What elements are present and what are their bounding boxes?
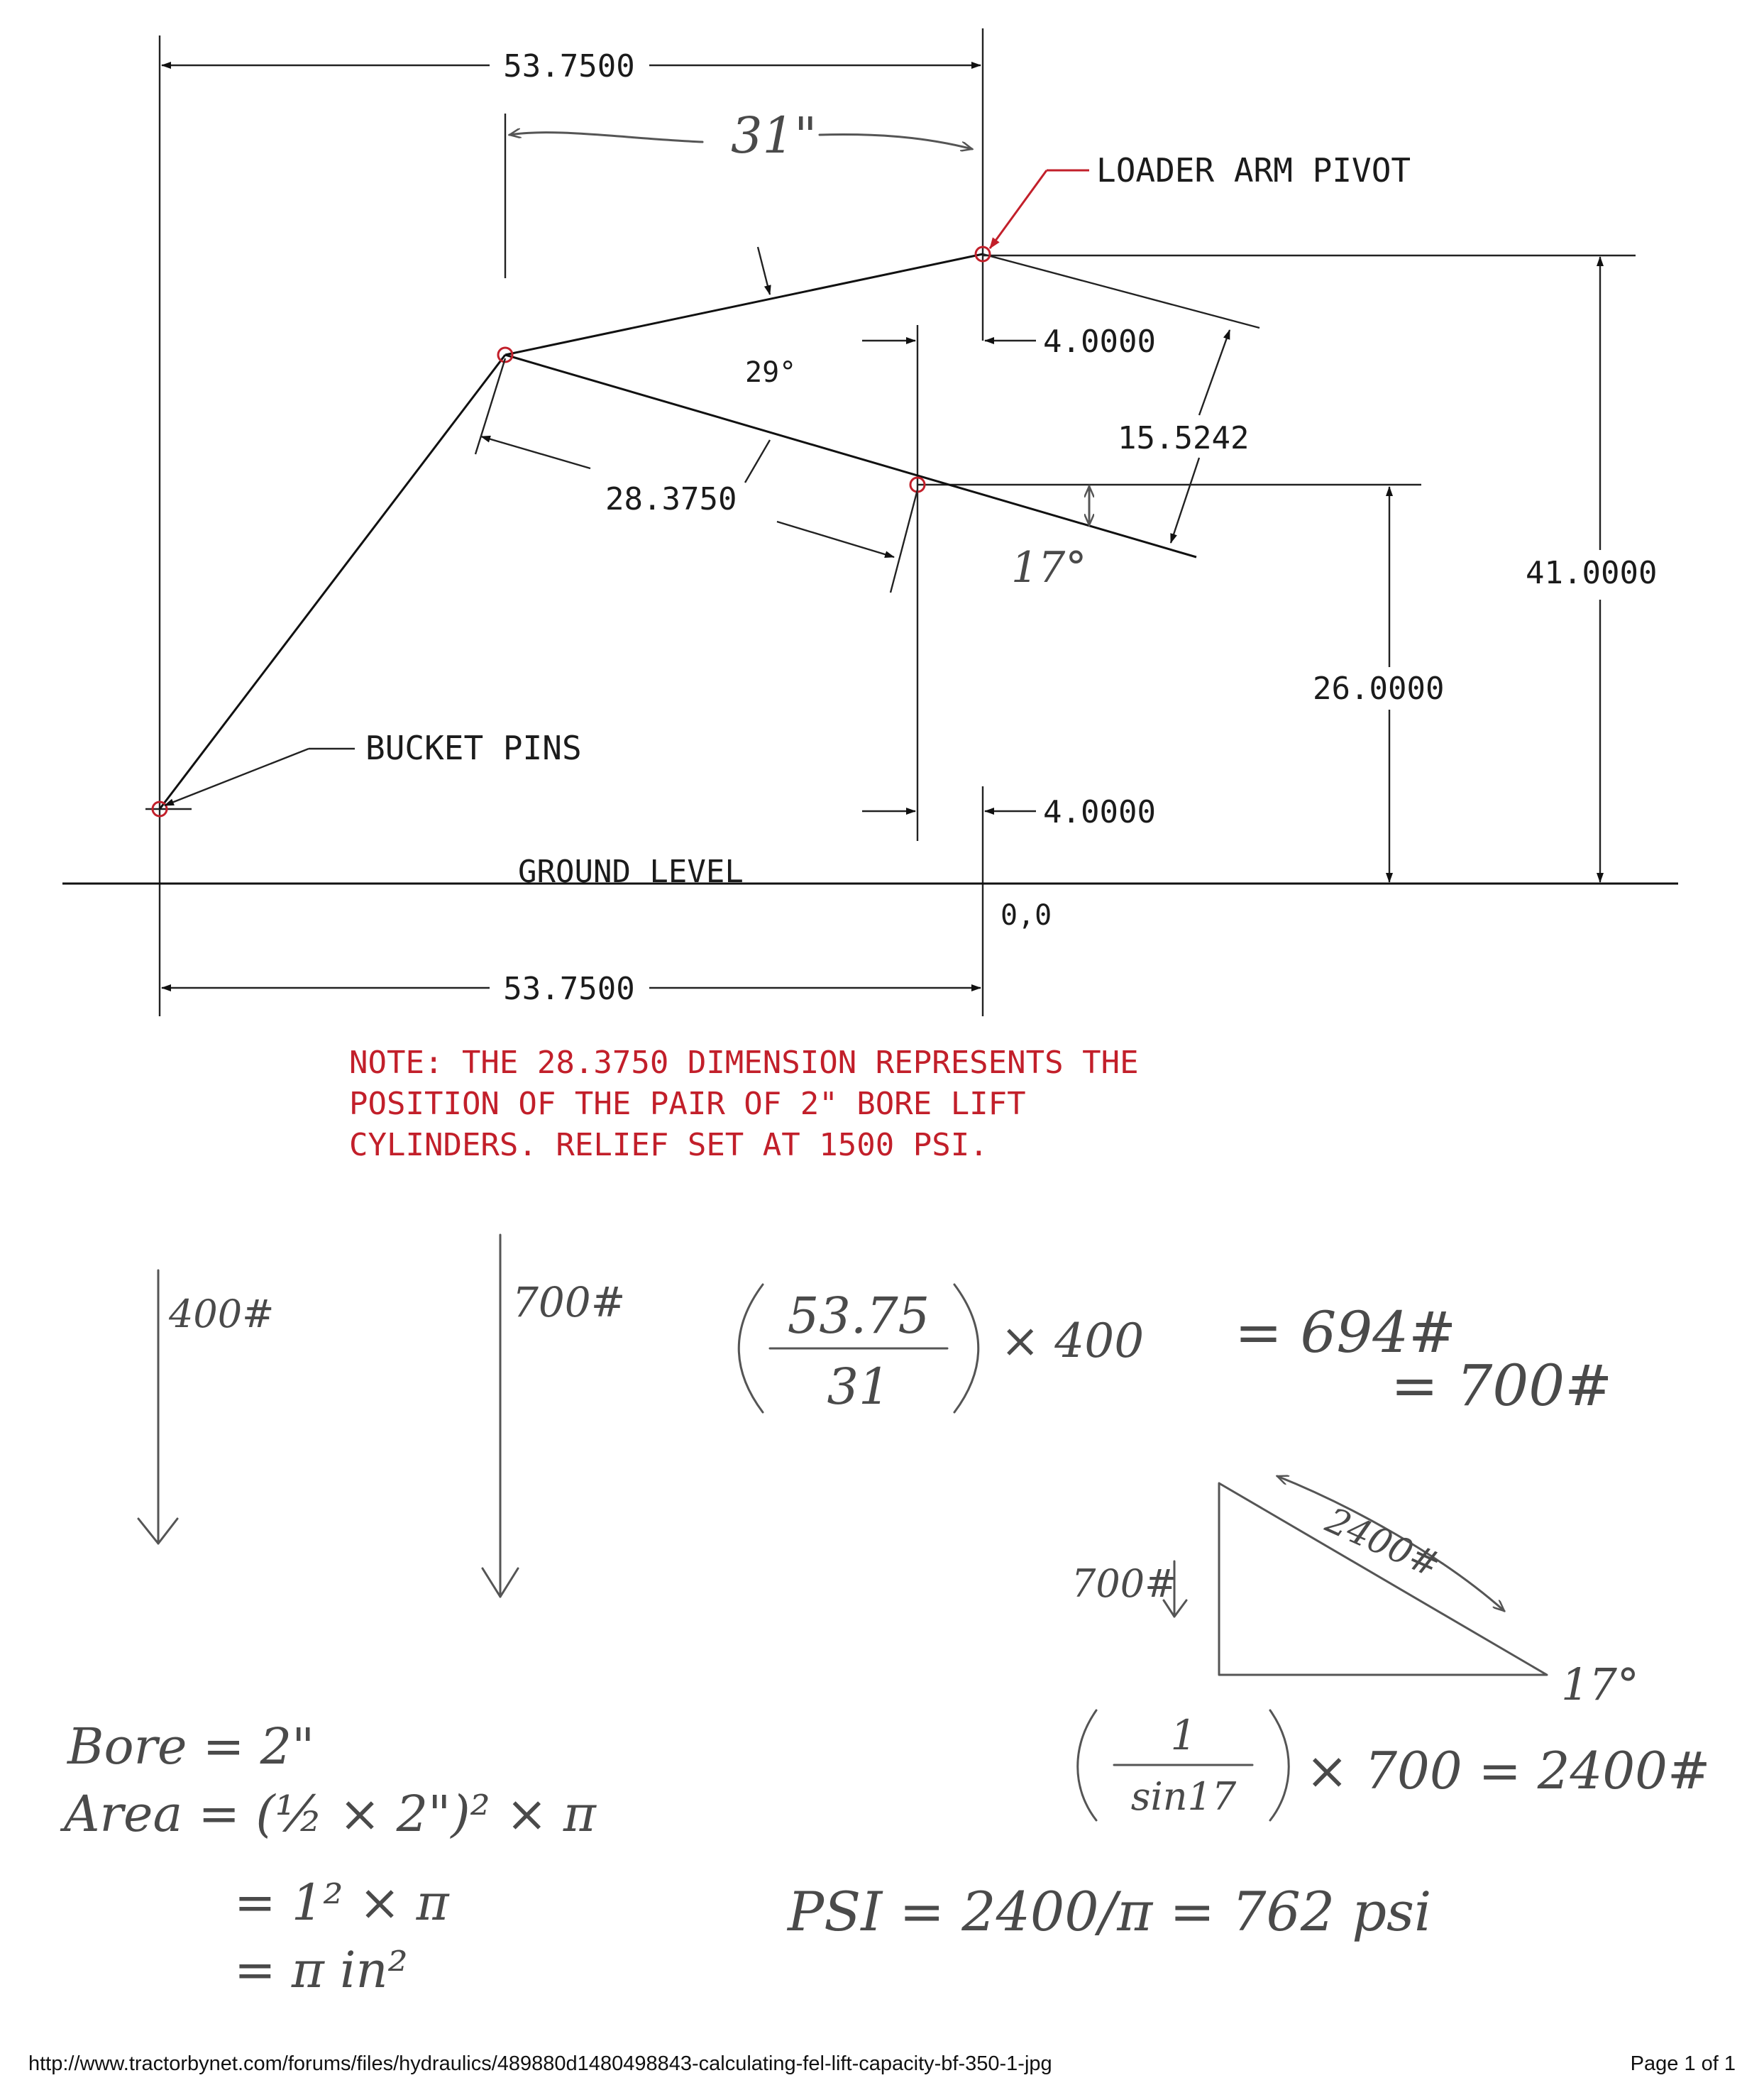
triangle-angle-label: 17° [1561,1659,1639,1710]
area-step-2: = 1² × π [234,1874,449,1932]
triangle-hyp-label: 2400# [1320,1499,1447,1586]
cylinder-dim-label: 28.3750 [605,481,737,517]
ratio-denominator: 31 [827,1358,891,1416]
force-700-label: 700# [512,1278,626,1326]
loader-arm-upper [505,254,983,355]
note-line-1: NOTE: THE 28.3750 DIMENSION REPRESENTS THE [349,1045,1139,1081]
cylinder-dim-arrow-left [481,436,590,468]
sin-left-paren [1078,1710,1096,1820]
pivot-leader-arrow [990,170,1047,248]
handwritten-31-label: 31" [731,106,817,165]
height-mid-dim-label: 26.0000 [1313,671,1445,707]
pivot-label: LOADER ARM PIVOT [1096,151,1411,189]
sin-result: × 700 = 2400# [1306,1741,1711,1800]
ratio-left-paren [739,1285,763,1412]
note-line-2: POSITION OF THE PAIR OF 2" BORE LIFT [349,1086,1026,1122]
pivot-lower-line [983,254,1259,328]
cylinder-dim-leader [745,440,770,483]
triangle-load-label: 700# [1071,1561,1177,1606]
handwritten-angle-17: 17° [1011,543,1087,593]
sin-numerator: 1 [1170,1711,1197,1759]
sin-right-paren [1270,1710,1289,1820]
upper-offset-dim-label: 4.0000 [1043,324,1156,360]
footer-page-number: Page 1 of 1 [1630,2052,1736,2075]
ground-label: GROUND LEVEL [518,854,744,890]
page-footer [0,2042,1764,2085]
bucket-leader-diagonal [165,749,309,805]
angle-29-label: 29° [745,356,797,389]
footer-url[interactable]: http://www.tractorbynet.com/forums/files/hydraulics/489880d1480498843-calculating-fel-lift-capacity-bf-350-1-jpg [28,2052,1052,2075]
arm-segment-dim-label: 15.5242 [1118,420,1250,456]
note-line-3: CYLINDERS. RELIEF SET AT 1500 PSI. [349,1127,988,1163]
psi-text: PSI = 2400/π = 762 psi [788,1880,1432,1943]
cylinder-dim-arrow-right [777,522,894,557]
ratio-numerator: 53.75 [787,1287,930,1345]
bore-text: Bore = 2" [67,1717,315,1776]
ratio-result: = 694# [1235,1299,1457,1365]
cylinder-dim-ext-right [891,490,917,593]
height-total-dim-label: 41.0000 [1526,555,1658,591]
bottom-width-dim-label: 53.7500 [503,971,635,1007]
sin-denominator: sin17 [1130,1774,1237,1819]
arm-segment-dim-up [1199,330,1230,415]
lift-cylinder-line [505,355,1196,557]
origin-label: 0,0 [1000,899,1052,932]
bucket-label: BUCKET PINS [365,729,582,767]
top-width-dim-label: 53.7500 [503,48,635,84]
ratio-rounded: = 700# [1391,1353,1613,1419]
ratio-multiplier: × 400 [1000,1314,1145,1368]
area-text: Area = (½ × 2")² × π [64,1785,596,1843]
force-triangle [1219,1483,1547,1675]
upper-arm-arrow [758,247,770,295]
arm-segment-dim-down [1171,458,1199,543]
ratio-right-paren [954,1285,979,1412]
area-step-3: = π in² [234,1941,408,1999]
lower-offset-dim-label: 4.0000 [1043,794,1156,830]
force-400-label: 400# [169,1292,275,1336]
